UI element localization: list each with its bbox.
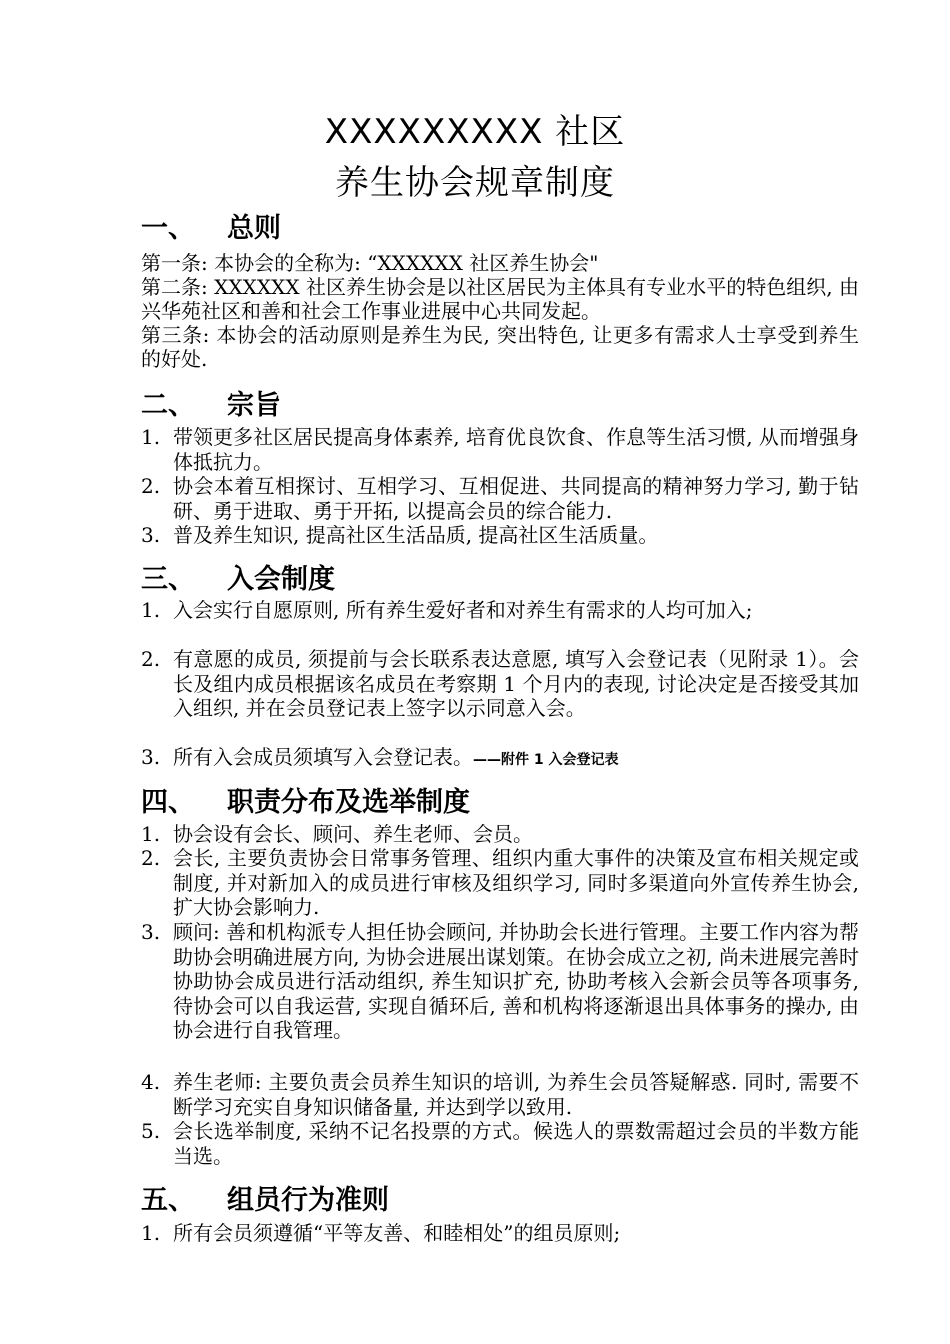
list-item xyxy=(141,425,859,474)
list-item xyxy=(141,822,859,847)
article-3: 第三条: 本协会的活动原则是养生为民, 突出特色, 让更多有需求人士享受到养生的好处. xyxy=(141,323,859,371)
section-number: 四、 xyxy=(141,787,195,818)
attachment-note: ——附件 1 入会登记表 xyxy=(473,752,619,768)
list-item-text: 所有会员须遵循“平等友善、和睦相处”的组员原则; xyxy=(173,1221,621,1245)
list-item-number: 1. xyxy=(141,598,161,622)
section-title: 职责分布及选举制度 xyxy=(227,787,470,818)
list-item-number: 2. xyxy=(141,474,161,498)
list-item-number: 5. xyxy=(141,1119,161,1143)
list-item-number: 1. xyxy=(141,425,161,449)
list-item-number: 1. xyxy=(141,1221,161,1245)
list-item xyxy=(141,598,859,623)
list-item xyxy=(141,1221,859,1246)
section-heading-membership xyxy=(141,557,335,596)
section-title: 入会制度 xyxy=(227,564,335,595)
section-heading-conduct xyxy=(141,1178,389,1217)
list-item-number: 2. xyxy=(141,846,161,870)
article-1: 第一条: 本协会的全称为: “XXXXXX 社区养生协会" xyxy=(141,251,599,275)
list-item-text: 会长, 主要负责协会日常事务管理、组织内重大事件的决策及宣布相关规定或制度, 并对新加入的成员进行审核及组织学习, 同时多渠道向外宣传养生协会, 扩大协会影响力. xyxy=(173,846,859,919)
list-item-number: 3. xyxy=(141,745,161,769)
list-item xyxy=(141,846,859,920)
section-title: 总则 xyxy=(227,213,281,244)
document-title-line1: XXXXXXXXX 社区 xyxy=(324,112,626,152)
section-number: 五、 xyxy=(141,1185,195,1216)
section-number: 三、 xyxy=(141,564,195,595)
list-item-number: 2. xyxy=(141,647,161,671)
list-item-text: 有意愿的成员, 须提前与会长联系表达意愿, 填写入会登记表（见附录 1）。会长及组内成员根据该名成员在考察期 1 个月内的表现, 讨论决定是否接受其加入组织, 并在会员登记表上签字以示同意入会。 xyxy=(173,647,859,720)
list-item-text: 协会设有会长、顾问、养生老师、会员。 xyxy=(173,822,533,846)
list-item xyxy=(141,745,859,773)
list-item xyxy=(141,920,859,1043)
section-heading-duties xyxy=(141,780,470,819)
list-item-text: 普及养生知识, 提高社区生活品质, 提高社区生活质量。 xyxy=(173,523,659,547)
list-item-text: 入会实行自愿原则, 所有养生爱好者和对养生有需求的人均可加入; xyxy=(173,598,753,622)
article-2: 第二条: XXXXXX 社区养生协会是以社区居民为主体具有专业水平的特色组织, 由兴华苑社区和善和社会工作事业进展中心共同发起。 xyxy=(141,275,859,323)
list-item-main-text: 所有入会成员须填写入会登记表。 xyxy=(173,745,473,769)
list-item xyxy=(141,1070,859,1119)
list-item-text: 养生老师: 主要负责会员养生知识的培训, 为养生会员答疑解惑. 同时, 需要不断学习充实自身知识储备量, 并达到学以致用. xyxy=(173,1070,859,1119)
section-number: 一、 xyxy=(141,213,195,244)
section-heading-general xyxy=(141,206,281,245)
list-item-number: 3. xyxy=(141,920,161,944)
list-item-text: 协会本着互相探讨、互相学习、互相促进、共同提高的精神努力学习, 勤于钻研、勇于进取、勇于开拓, 以提高会员的综合能力. xyxy=(173,474,859,523)
list-item-text: 顾问: 善和机构派专人担任协会顾问, 并协助会长进行管理。主要工作内容为帮助协会明确进展方向, 为协会进展出谋划策。在协会成立之初, 尚未进展完善时协助协会成员进行活动组织, 养生知识扩充, 协助考核入会新会员等各项事务, 待协会可以自我运营, 实现自循环后, 善和机构将逐渐退出具体事务的操办, 由协会进行自我管理。 xyxy=(173,920,859,1042)
list-item-number: 1. xyxy=(141,822,161,846)
list-item-text: 带领更多社区居民提高身体素养, 培育优良饮食、作息等生活习惯, 从而增强身体抵抗力。 xyxy=(173,425,859,474)
document-title-line2: 养生协会规章制度 xyxy=(335,163,615,203)
list-item xyxy=(141,523,859,548)
list-item xyxy=(141,474,859,523)
list-item xyxy=(141,647,859,721)
list-item-text xyxy=(173,745,859,773)
section-title: 宗旨 xyxy=(227,390,281,421)
section-heading-purpose xyxy=(141,383,281,422)
section-number: 二、 xyxy=(141,390,195,421)
section-title: 组员行为准则 xyxy=(227,1185,389,1216)
list-item-number: 4. xyxy=(141,1070,161,1094)
list-item-number: 3. xyxy=(141,523,161,547)
list-item xyxy=(141,1119,859,1168)
list-item-text: 会长选举制度, 采纳不记名投票的方式。候选人的票数需超过会员的半数方能当选。 xyxy=(173,1119,859,1168)
